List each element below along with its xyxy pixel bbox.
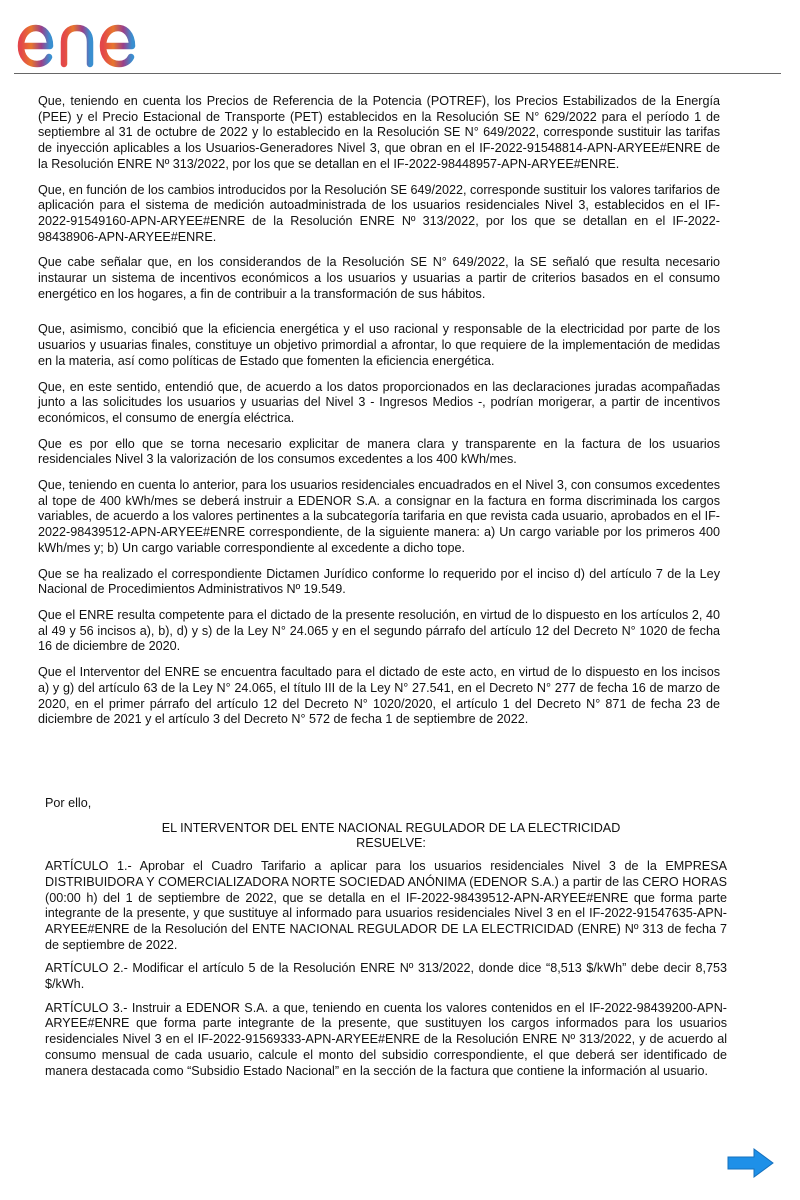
paragraph-facultad: Que el Interventor del ENRE se encuentra facultado para el dictado de este acto, en virtud de lo dispuesto en los incisos a) y g) del artículo 63 de la Ley N° 24.065, el título III de la Ley N° 27.541, en el Decreto N° 277 de fecha 16 de marzo de 2020, en el primer párrafo del artículo 12 del Decreto N° 1020/2020, el artículo 1 del Decreto N° 871 de fecha 23 de diciembre de 2021 y el artículo 3 del Decreto N° 572 de fecha 1 de septiembre de 2022.	[38, 665, 720, 727]
resolution-section	[45, 796, 727, 1087]
paragraph-potref: Que, teniendo en cuenta los Precios de Referencia de la Potencia (POTREF), los Precios Estabilizados de la Energía (PEE) y el Precio Estacional de Transporte (PET) establecidos en la Resolución SE N° 629/2022 para el período 1 de septiembre al 31 de octubre de 2022 y lo establecido en la Resolución SE N° 649/2022, corresponde sustituir las tarifas de inyección aplicables a los Usuarios-Generadores Nivel 3, que obran en el IF-2022-91548814-APN-ARYEE#ENRE de la Resolución ENRE Nº 313/2022, por los que se detallan en el IF-2022-98448957-APN-ARYEE#ENRE.	[38, 94, 720, 171]
article-2: ARTÍCULO 2.- Modificar el artículo 5 de la Resolución ENRE Nº 313/2022, donde dice “8,513 $/kWh” debe decir 8,753 $/kWh.	[45, 961, 727, 992]
resolver-title: EL INTERVENTOR DEL ENTE NACIONAL REGULADOR DE LA ELECTRICIDAD	[161, 820, 621, 835]
paragraph-declaraciones: Que, en este sentido, entendió que, de acuerdo a los datos proporcionados en las declaraciones juradas acompañadas junto a las solicitudes los usuarios y usuarias del Nivel 3 - Ingresos Medios -, podrían morigerar, a partir de incentivos económicos, el consumo de energía eléctrica.	[38, 379, 720, 425]
arrow-right-icon	[724, 1146, 776, 1180]
paragraph-factura: Que es por ello que se torna necesario explicitar de manera clara y transparente en la factura de los usuarios residenciales Nivel 3 la valorización de los consumos excedentes a los 400 kWh/mes.	[38, 436, 720, 467]
paragraph-medicion: Que, en función de los cambios introducidos por la Resolución SE 649/2022, corresponde sustituir los valores tarifarios de aplicación para el sistema de medición autoadministrada de los usuarios residenciales Nivel 3, establecidos en el IF-2022-91549160-APN-ARYEE#ENRE de la Resolución ENRE Nº 313/2022, por los que se detallan en el IF-2022-98438906-APN-ARYEE#ENRE.	[38, 182, 720, 244]
enel-logo-icon	[14, 8, 174, 70]
enel-logo	[14, 8, 174, 70]
header-divider	[14, 73, 781, 74]
resolver-verb: RESUELVE:	[356, 836, 426, 851]
document-body	[38, 94, 720, 738]
paragraph-dictamen: Que se ha realizado el correspondiente Dictamen Jurídico conforme lo requerido por el inciso d) del artículo 7 de la Ley Nacional de Procedimientos Administrativos Nº 19.549.	[38, 566, 720, 597]
paragraph-cargos: Que, teniendo en cuenta lo anterior, para los usuarios residenciales encuadrados en el Nivel 3, con consumos excedentes al tope de 400 kWh/mes se deberá instruir a EDENOR S.A. a consignar en la factura en forma discriminada los cargos variables, de acuerdo a los valores pertinentes a la subcategoría tarifaria en que revista cada usuario, aprobados en el IF-2022-98439512-APN-ARYEE#ENRE correspondiente, de la siguiente manera: a) Un cargo variable por los primeros 400 kWh/mes y; b) Un cargo variable correspondiente al excedente a dicho tope.	[38, 478, 720, 555]
resolver-heading	[45, 821, 727, 852]
paragraph-eficiencia: Que, asimismo, concibió que la eficiencia energética y el uso racional y responsable de la electricidad por parte de los usuarios y usuarias finales, constituye un objetivo primordial a afrontar, lo que requiere de la implementación de medidas en la materia, así como políticas de Estado que fomenten la eficiencia energética.	[38, 322, 720, 368]
paragraph-incentivos: Que cabe señalar que, en los considerandos de la Resolución SE N° 649/2022, la SE señaló que resulta necesario instaurar un sistema de incentivos económicos a los usuarios y usuarias a partir de criterios basados en el consumo energético en los hogares, a fin de contribuir a la transformación de sus hábitos.	[38, 255, 720, 301]
page-header	[0, 0, 800, 76]
article-1: ARTÍCULO 1.- Aprobar el Cuadro Tarifario a aplicar para los usuarios residenciales Nivel 3 de la EMPRESA DISTRIBUIDORA Y COMERCIALIZADORA NORTE SOCIEDAD ANÓNIMA (EDENOR S.A.) a partir de las CERO HORAS (00:00 h) del 1 de septiembre de 2022, que se detalla en el IF-2022-98439512-APN-ARYEE#ENRE que forma parte integrante de la presente, y que sustituye al informado para usuarios residenciales Nivel 3 en el IF-2022-91547635-APN-ARYEE#ENRE de la Resolución del ENTE NACIONAL REGULADOR DE LA ELECTRICIDAD (ENRE) Nº 313 de fecha 7 de septiembre de 2022.	[45, 859, 727, 952]
next-page-button[interactable]	[724, 1146, 776, 1180]
por-ello: Por ello,	[45, 796, 92, 810]
article-3: ARTÍCULO 3.- Instruir a EDENOR S.A. a que, teniendo en cuenta los valores contenidos en el IF-2022-98439200-APN-ARYEE#ENRE que forma parte integrante de la presente, que sustituyen los cargos informados para los usuarios residenciales Nivel 3 en el IF-2022-91569333-APN-ARYEE#ENRE de la Resolución ENRE Nº 313/2022, y de acuerdo al consumo mensual de cada usuario, calcule el monto del subsidio correspondiente, el que deberá ser identificado de manera destacada como “Subsidio Estado Nacional” en la sección de la factura que contiene la información al usuario.	[45, 1000, 727, 1078]
paragraph-competencia: Que el ENRE resulta competente para el dictado de la presente resolución, en virtud de lo dispuesto en los artículos 2, 40 al 49 y 56 incisos a), b), d) y s) de la Ley N° 24.065 y en el segundo párrafo del artículo 12 del Decreto N° 1020 de fecha 16 de diciembre de 2020.	[38, 607, 720, 654]
